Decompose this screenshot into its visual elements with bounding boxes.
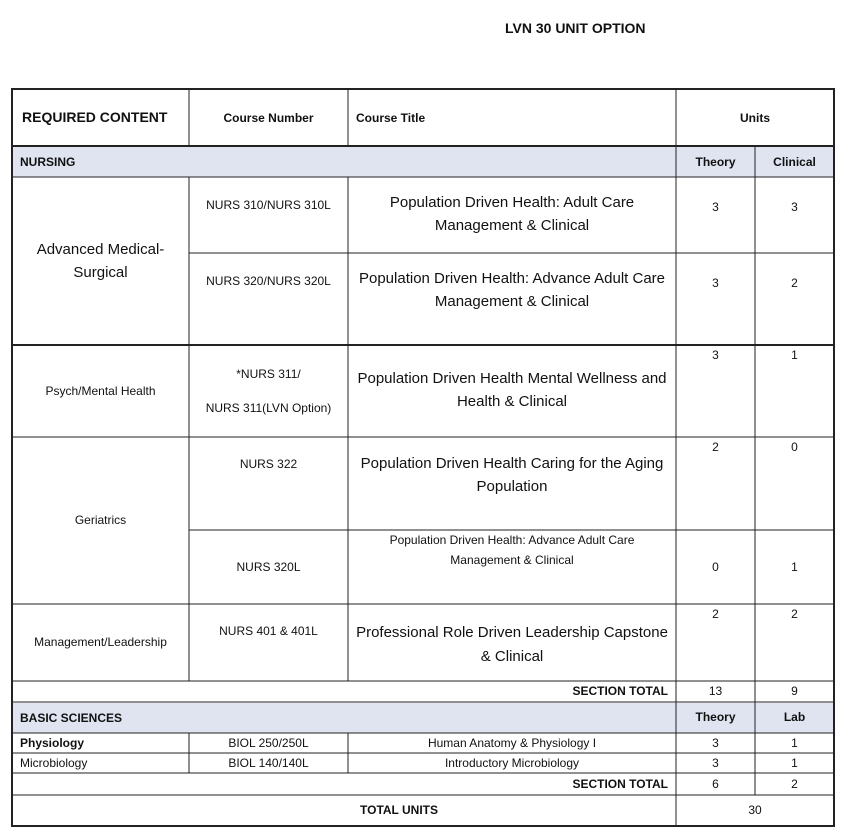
course-title: Introductory Microbiology [444, 755, 580, 770]
group-advanced-medical-surgical: Advanced Medical-Surgical [36, 240, 165, 281]
course-number-line1: *NURS 311/ [236, 367, 301, 382]
course-title: Population Driven Health: Advance Adult Care Management & Clinical [389, 533, 635, 567]
nursing-section-label: NURSING [20, 154, 76, 169]
nursing-section-total-theory: 13 [708, 684, 723, 699]
theory-units: 3 [712, 348, 719, 362]
basic-sciences-lab-header: Lab [783, 709, 806, 724]
course-number [189, 345, 348, 437]
course-number: BIOL 250/250L [228, 735, 309, 750]
total-units-value: 30 [748, 802, 762, 817]
basic-science-content: Microbiology [20, 755, 88, 770]
clinical-units: 2 [791, 276, 798, 290]
basic-sciences-section-total-theory: 6 [712, 776, 719, 791]
course-number: BIOL 140/140L [228, 755, 309, 770]
course-title: Population Driven Health Caring for the Aging Population [360, 455, 664, 496]
basic-sciences-section-total-lab: 2 [791, 776, 798, 791]
lab-units: 1 [791, 755, 798, 770]
course-number: NURS 310/NURS 310L [206, 198, 331, 212]
nursing-section-total-label: SECTION TOTAL [572, 684, 668, 699]
theory-units: 0 [712, 559, 719, 574]
basic-science-content: Physiology [20, 735, 85, 750]
course-title: Human Anatomy & Physiology I [427, 735, 597, 750]
theory-units: 3 [712, 755, 719, 770]
nursing-clinical-header: Clinical [773, 154, 816, 169]
header-course-number: Course Number [223, 110, 314, 125]
course-number: NURS 401 & 401L [219, 624, 318, 638]
course-title: Professional Role Driven Leadership Capstone & Clinical [356, 624, 668, 665]
course-number: NURS 320L [236, 559, 301, 574]
theory-units: 3 [712, 276, 719, 290]
course-title: Population Driven Health: Adult Care Management & Clinical [389, 193, 635, 234]
clinical-units: 1 [791, 348, 798, 362]
nursing-theory-header: Theory [695, 154, 736, 169]
header-course-title: Course Title [356, 110, 426, 125]
clinical-units: 0 [791, 440, 798, 454]
page-title: LVN 30 UNIT OPTION [505, 20, 646, 36]
basic-sciences-section-label: BASIC SCIENCES [20, 710, 123, 725]
clinical-units: 2 [791, 607, 798, 621]
course-title: Population Driven Health: Advance Adult Care Management & Clinical [358, 270, 666, 311]
theory-units: 3 [712, 735, 719, 750]
header-required-content: REQUIRED CONTENT [22, 109, 168, 126]
theory-units: 3 [712, 200, 719, 214]
lab-units: 1 [791, 735, 798, 750]
basic-sciences-theory-header: Theory [695, 709, 736, 724]
group-geriatrics: Geriatrics [74, 513, 127, 528]
course-title: Population Driven Health Mental Wellness and Health & Clinical [357, 369, 667, 410]
theory-units: 2 [712, 607, 719, 621]
nursing-section-total-clinical: 9 [791, 684, 798, 699]
basic-sciences-section-total-label: SECTION TOTAL [572, 776, 668, 791]
clinical-units: 1 [791, 559, 798, 574]
course-number: NURS 322 [239, 457, 298, 471]
group-psych-mental-health: Psych/Mental Health [45, 383, 156, 398]
group-management-leadership: Management/Leadership [34, 635, 167, 650]
course-number: NURS 320/NURS 320L [206, 274, 331, 288]
theory-units: 2 [712, 440, 719, 454]
total-units-label: TOTAL UNITS [360, 802, 438, 817]
clinical-units: 3 [791, 200, 798, 214]
course-number-line2: NURS 311(LVN Option) [205, 401, 332, 415]
header-units: Units [740, 110, 770, 125]
